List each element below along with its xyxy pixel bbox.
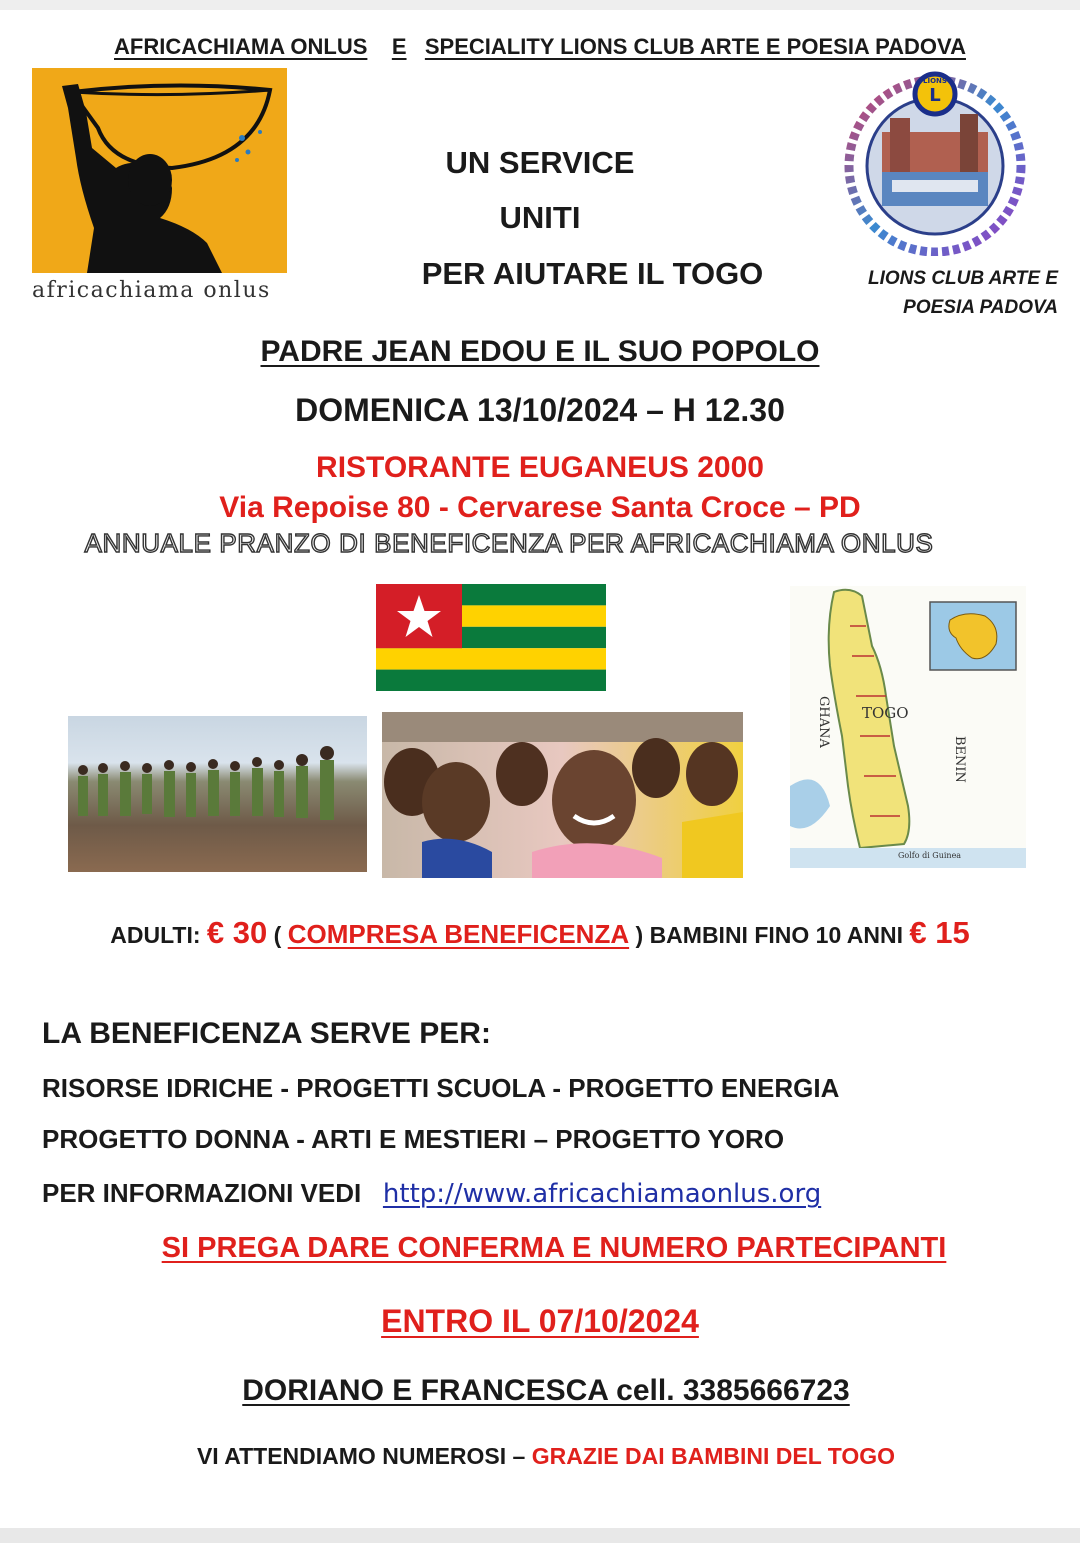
event-description: ANNUALE PRANZO DI BENEFICENZA PER AFRICACHIAMA ONLUS <box>84 528 934 558</box>
svg-text:GHANA: GHANA <box>816 696 831 748</box>
event-date-time: DOMENICA 13/10/2024 – H 12.30 <box>295 392 785 428</box>
bottom-band <box>0 1528 1080 1543</box>
togo-flag <box>376 584 606 691</box>
africachiama-logo <box>32 68 287 273</box>
togo-map-illustration <box>790 586 1026 868</box>
note-open: ( <box>273 922 282 948</box>
lions-club-caption <box>820 264 1058 322</box>
adults-price: € 30 <box>206 915 268 950</box>
event-address: Via Repoise 80 - Cervarese Santa Croce – PD <box>219 491 861 524</box>
svg-text:LIONS: LIONS <box>923 77 947 85</box>
togo-map <box>790 586 1026 868</box>
lions-caption-line-2: POESIA PADOVA <box>903 297 1058 318</box>
info-label: PER INFORMAZIONI VEDI <box>42 1178 362 1208</box>
children-price: € 15 <box>909 915 970 950</box>
svg-text:L: L <box>929 85 941 106</box>
svg-text:TOGO: TOGO <box>862 704 909 722</box>
adults-label: ADULTI: <box>110 922 201 948</box>
event-subtitle: PADRE JEAN EDOU E IL SUO POPOLO <box>260 335 820 368</box>
info-line <box>42 1178 821 1209</box>
header-org2: SPECIALITY LIONS CLUB ARTE E POESIA PADOVA <box>424 34 966 59</box>
price-note: COMPRESA BENEFICENZA <box>287 919 630 949</box>
header-org1: AFRICACHIAMA ONLUS <box>114 34 368 59</box>
service-line-1: UN SERVICE <box>445 145 635 180</box>
lions-club-logo <box>832 66 1038 256</box>
rsvp-request: SI PREGA DARE CONFERMA E NUMERO PARTECIPANTI <box>161 1232 947 1264</box>
togo-flag-icon <box>376 584 606 691</box>
closing-part-2: GRAZIE DAI BAMBINI DEL TOGO <box>531 1443 896 1469</box>
header-organizers <box>0 34 1080 60</box>
closing-part-1: VI ATTENDIAMO NUMEROSI – <box>196 1443 526 1469</box>
service-line-3: PER AIUTARE IL TOGO <box>421 256 764 291</box>
charity-heading: LA BENEFICENZA SERVE PER: <box>42 1017 491 1050</box>
school-children-photo <box>68 716 367 872</box>
website-link[interactable]: http://www.africachiamaonlus.org <box>382 1179 822 1209</box>
children-label: BAMBINI FINO 10 ANNI <box>649 922 904 948</box>
charity-line-2: PROGETTO DONNA - ARTI E MESTIERI – PROGETTO YORO <box>42 1124 785 1154</box>
svg-text:Golfo di Guinea: Golfo di Guinea <box>898 851 962 860</box>
header-connector: E <box>391 34 407 59</box>
charity-line-1: RISORSE IDRICHE - PROGETTI SCUOLA - PROGETTO ENERGIA <box>42 1073 840 1103</box>
closing-line <box>0 1443 1080 1470</box>
price-line <box>0 915 1080 951</box>
event-venue: RISTORANTE EUGANEUS 2000 <box>316 451 764 484</box>
rsvp-deadline: ENTRO IL 07/10/2024 <box>381 1303 699 1339</box>
lions-emblem-icon <box>832 66 1038 256</box>
top-band <box>0 0 1080 10</box>
smiling-children-photo <box>382 712 743 878</box>
children-group-image <box>68 716 367 872</box>
rsvp-contact: DORIANO E FRANCESCA cell. 3385666723 <box>242 1374 850 1407</box>
children-faces-image <box>382 712 743 878</box>
africachiama-caption: africachiama onlus <box>32 278 271 303</box>
lions-caption-line-1: LIONS CLUB ARTE E <box>867 268 1058 289</box>
service-line-2: UNITI <box>499 200 581 235</box>
note-close: ) <box>635 922 644 948</box>
svg-text:BENIN: BENIN <box>952 736 967 783</box>
woman-carrying-bowl-icon <box>32 68 287 273</box>
